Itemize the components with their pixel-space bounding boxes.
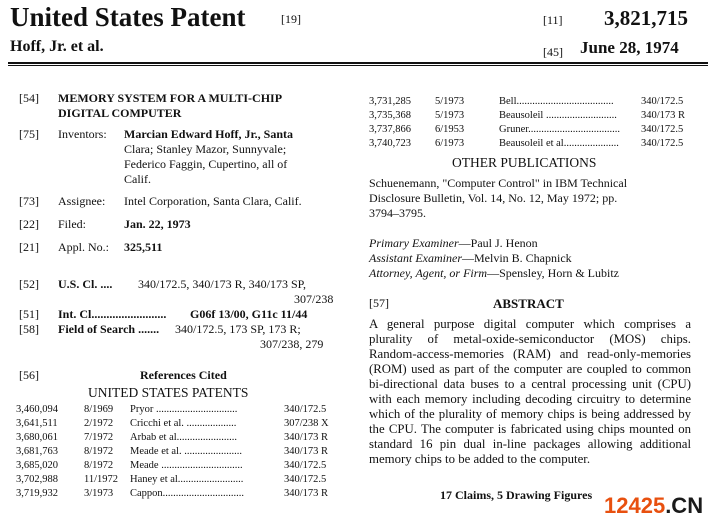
reference-row bbox=[16, 432, 356, 446]
reference-date: 6/1973 bbox=[435, 138, 465, 149]
reference-row bbox=[16, 446, 356, 460]
assignee-value: Intel Corporation, Santa Clara, Calif. bbox=[124, 194, 302, 208]
reference-name: Gruner................................... bbox=[499, 124, 621, 135]
reference-class: 340/172.5 bbox=[284, 474, 327, 485]
reference-date: 8/1969 bbox=[84, 404, 114, 415]
reference-name: Beausoleil ........................... bbox=[499, 110, 617, 121]
uscl-line1: 340/172.5, 340/173 R, 340/173 SP, bbox=[138, 277, 307, 291]
reference-number: 3,641,511 bbox=[16, 418, 58, 429]
uscl-label: U.S. Cl. .... bbox=[58, 277, 113, 291]
invention-title-line2: DIGITAL COMPUTER bbox=[58, 106, 182, 120]
reference-class: 340/172.5 bbox=[641, 96, 684, 107]
reference-row bbox=[16, 418, 356, 432]
reference-class: 340/173 R bbox=[641, 110, 686, 121]
reference-row bbox=[16, 474, 356, 488]
watermark-logo bbox=[604, 493, 703, 519]
watermark-number: 12425 bbox=[604, 493, 666, 518]
assistant-examiner-value: —Melvin B. Chapnick bbox=[462, 251, 572, 265]
patent-header-title-code: [19] bbox=[281, 12, 301, 26]
reference-number: 3,460,094 bbox=[16, 404, 58, 415]
reference-row bbox=[369, 96, 699, 110]
reference-row bbox=[369, 124, 699, 138]
abstract-heading: ABSTRACT bbox=[493, 296, 564, 311]
reference-class: 340/172.5 bbox=[284, 460, 327, 471]
intcl-value: G06f 13/00, G11c 11/44 bbox=[190, 307, 308, 321]
inventors-line: Calif. bbox=[124, 172, 151, 186]
attorney-value: —Spensley, Horn & Lubitz bbox=[487, 266, 619, 280]
other-publications-heading: OTHER PUBLICATIONS bbox=[452, 155, 597, 170]
attorney bbox=[369, 266, 619, 281]
filed-label: Filed: bbox=[58, 217, 87, 231]
reference-row bbox=[16, 460, 356, 474]
appl-value: 325,511 bbox=[124, 240, 163, 254]
patent-authors: Hoff, Jr. et al. bbox=[10, 38, 104, 55]
reference-number: 3,702,988 bbox=[16, 474, 58, 485]
reference-date: 8/1972 bbox=[84, 460, 114, 471]
publication-line: Schuenemann, "Computer Control" in IBM Technical bbox=[369, 176, 628, 190]
invention-title-line1: MEMORY SYSTEM FOR A MULTI-CHIP bbox=[58, 91, 283, 105]
references-subheading: UNITED STATES PATENTS bbox=[88, 385, 249, 400]
reference-number: 3,740,723 bbox=[369, 138, 411, 149]
reference-name: Beausoleil et al..................... bbox=[499, 138, 619, 149]
reference-class: 340/173 R bbox=[284, 488, 329, 499]
patent-number: 3,821,715 bbox=[604, 6, 688, 30]
uscl-line2: 307/238 bbox=[294, 292, 334, 306]
reference-date: 11/1972 bbox=[84, 474, 119, 485]
reference-date: 2/1972 bbox=[84, 418, 114, 429]
references-code: [56] bbox=[19, 368, 39, 382]
reference-number: 3,735,368 bbox=[369, 110, 411, 121]
filed-code: [22] bbox=[19, 217, 39, 231]
attorney-label: Attorney, Agent, or Firm bbox=[369, 266, 488, 280]
abstract-text: A general purpose digital computer which comprises a plurality of metal-oxide-semiconductor (MOS) chips. Random-access-memories (RAM) and read-only-memories (ROM) used as part of the computer are coupled to common bi-directional data buses to a central processing unit (CPU) with each memory including decoding circuitry to determine which of the plurality of memory chips is being addressed by the CPU. The computer is fabricated using chips mounted on standard 16 pin dual in-line packages allowing additional memory chips to be added to the computer. bbox=[369, 317, 691, 466]
appl-label: Appl. No.: bbox=[58, 240, 109, 254]
patent-number-code: [11] bbox=[543, 13, 563, 27]
reference-name: Bell..................................... bbox=[499, 96, 614, 107]
reference-date: 6/1953 bbox=[435, 124, 465, 135]
intcl-label: Int. Cl......................... bbox=[58, 307, 167, 321]
search-code: [58] bbox=[19, 322, 39, 336]
reference-name: Cappon............................... bbox=[130, 488, 245, 499]
reference-name: Cricchi et al. ................... bbox=[130, 418, 237, 429]
intcl-code: [51] bbox=[19, 307, 39, 321]
reference-class: 340/173 R bbox=[284, 446, 329, 457]
reference-number: 3,681,763 bbox=[16, 446, 58, 457]
publication-line: 3794–3795. bbox=[369, 206, 426, 220]
uscl-code: [52] bbox=[19, 277, 39, 291]
reference-date: 5/1973 bbox=[435, 110, 465, 121]
inventors-line: Federico Faggin, Cupertino, all of bbox=[124, 157, 288, 171]
reference-name: Meade et al. ...................... bbox=[130, 446, 242, 457]
reference-class: 307/238 X bbox=[284, 418, 329, 429]
reference-number: 3,685,020 bbox=[16, 460, 58, 471]
reference-number: 3,737,866 bbox=[369, 124, 411, 135]
patent-date: June 28, 1974 bbox=[580, 38, 679, 57]
reference-date: 5/1973 bbox=[435, 96, 465, 107]
inventors-line: Marcian Edward Hoff, Jr., Santa bbox=[124, 127, 294, 141]
references-heading: References Cited bbox=[140, 368, 227, 382]
reference-class: 340/172.5 bbox=[641, 138, 684, 149]
title-code: [54] bbox=[19, 91, 39, 105]
search-line1: 340/172.5, 173 SP, 173 R; bbox=[175, 322, 301, 336]
reference-row bbox=[369, 110, 699, 124]
reference-date: 8/1972 bbox=[84, 446, 114, 457]
patent-date-code: [45] bbox=[543, 45, 563, 59]
reference-class: 340/173 R bbox=[284, 432, 329, 443]
abstract-code: [57] bbox=[369, 296, 389, 310]
reference-name: Pryor ............................... bbox=[130, 404, 238, 415]
watermark-domain: .CN bbox=[665, 493, 704, 518]
header-divider bbox=[8, 62, 708, 64]
assistant-examiner bbox=[369, 251, 572, 266]
publication-line: Disclosure Bulletin, Vol. 14, No. 12, May 1972; pp. bbox=[369, 191, 618, 205]
reference-date: 3/1973 bbox=[84, 488, 114, 499]
reference-class: 340/172.5 bbox=[284, 404, 327, 415]
reference-name: Meade ............................... bbox=[130, 460, 243, 471]
assignee-code: [73] bbox=[19, 194, 39, 208]
patent-header-title: United States Patent bbox=[10, 2, 246, 32]
reference-date: 7/1972 bbox=[84, 432, 114, 443]
appl-code: [21] bbox=[19, 240, 39, 254]
inventors-line: Clara; Stanley Mazor, Sunnyvale; bbox=[124, 142, 287, 156]
assignee-label: Assignee: bbox=[58, 194, 106, 208]
primary-examiner-label: Primary Examiner bbox=[369, 236, 459, 250]
reference-number: 3,731,285 bbox=[369, 96, 411, 107]
filed-value: Jan. 22, 1973 bbox=[124, 217, 191, 231]
search-line2: 307/238, 279 bbox=[260, 337, 324, 351]
assistant-examiner-label: Assistant Examiner bbox=[369, 251, 462, 265]
reference-number: 3,719,932 bbox=[16, 488, 58, 499]
inventors-label: Inventors: bbox=[58, 127, 107, 141]
search-label: Field of Search ....... bbox=[58, 322, 160, 336]
claims-summary: 17 Claims, 5 Drawing Figures bbox=[440, 488, 593, 502]
inventors-code: [75] bbox=[19, 127, 39, 141]
reference-name: Arbab et al....................... bbox=[130, 432, 238, 443]
reference-row bbox=[369, 138, 699, 152]
reference-number: 3,680,061 bbox=[16, 432, 58, 443]
reference-class: 340/172.5 bbox=[641, 124, 684, 135]
reference-name: Haney et al......................... bbox=[130, 474, 244, 485]
header-divider-2 bbox=[8, 65, 708, 66]
primary-examiner-value: —Paul J. Henon bbox=[458, 236, 538, 250]
primary-examiner bbox=[369, 236, 538, 251]
reference-row bbox=[16, 488, 356, 502]
reference-row bbox=[16, 404, 356, 418]
